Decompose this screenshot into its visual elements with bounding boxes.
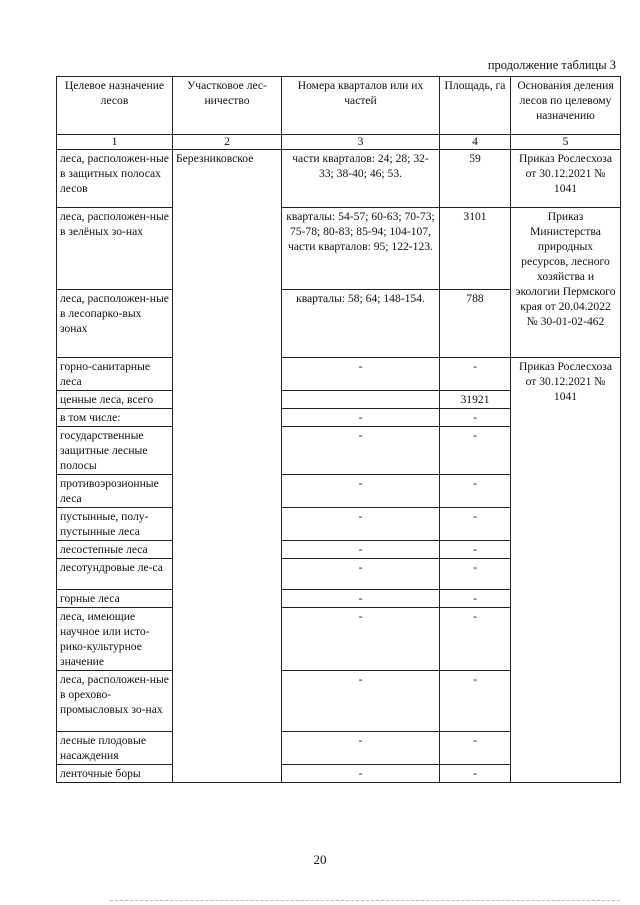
- area-cell: -: [440, 427, 511, 475]
- purpose-cell: государственные защитные лесные полосы: [57, 427, 173, 475]
- scan-edge-line: [110, 900, 620, 901]
- quarters-cell: -: [282, 508, 440, 541]
- basis-cell: Приказ Министерства природных ресурсов, лесного хозяйства и экологии Пермского края от 20.04.2022 № 30-01-02-462: [511, 208, 621, 358]
- quarters-cell: -: [282, 671, 440, 732]
- quarters-cell: -: [282, 732, 440, 765]
- colnum: 3: [282, 135, 440, 150]
- quarters-cell: кварталы: 54-57; 60-63; 70-73; 75-78; 80-83; 85-94; 104-107, части кварталов: 95; 122-123.: [282, 208, 440, 290]
- area-cell: -: [440, 475, 511, 508]
- quarters-cell: -: [282, 409, 440, 427]
- area-cell: -: [440, 671, 511, 732]
- quarters-cell: -: [282, 608, 440, 671]
- header-district: Участковое лес-ничество: [173, 77, 282, 135]
- page-number: 20: [313, 852, 327, 867]
- basis-cell: Приказ Рослесхоза от 30.12.2021 № 1041: [511, 358, 621, 783]
- colnum: 5: [511, 135, 621, 150]
- area-cell: -: [440, 541, 511, 559]
- colnum: 2: [173, 135, 282, 150]
- quarters-cell: части кварталов: 24; 28; 32-33; 38-40; 46; 53.: [282, 150, 440, 208]
- purpose-cell: пустынные, полу-пустынные леса: [57, 508, 173, 541]
- area-cell: 59: [440, 150, 511, 208]
- area-cell: 3101: [440, 208, 511, 290]
- table-row: [57, 358, 621, 391]
- area-cell: -: [440, 508, 511, 541]
- header-basis: Основания деления лесов по целевому назначению: [511, 77, 621, 135]
- area-cell: -: [440, 608, 511, 671]
- quarters-cell: -: [282, 475, 440, 508]
- purpose-cell: горно-санитарные леса: [57, 358, 173, 391]
- area-cell: -: [440, 559, 511, 590]
- purpose-cell: леса, расположен-ные в орехово-промысловых зо-нах: [57, 671, 173, 732]
- header-purpose: Целевое назначение лесов: [57, 77, 173, 135]
- column-number-row: [57, 135, 621, 150]
- table-row: [57, 208, 621, 290]
- quarters-cell: -: [282, 590, 440, 608]
- quarters-cell: [282, 391, 440, 409]
- forest-purpose-table: [56, 76, 621, 783]
- header-row: [57, 77, 621, 135]
- header-area: Площадь, га: [440, 77, 511, 135]
- area-cell: -: [440, 590, 511, 608]
- colnum: 4: [440, 135, 511, 150]
- header-quarters: Номера кварталов или их частей: [282, 77, 440, 135]
- purpose-cell: горные леса: [57, 590, 173, 608]
- area-cell: -: [440, 732, 511, 765]
- colnum: 1: [57, 135, 173, 150]
- quarters-cell: кварталы: 58; 64; 148-154.: [282, 290, 440, 358]
- quarters-cell: -: [282, 358, 440, 391]
- quarters-cell: -: [282, 765, 440, 783]
- basis-cell: Приказ Рослесхоза от 30.12.2021 № 1041: [511, 150, 621, 208]
- area-cell: -: [440, 765, 511, 783]
- area-cell: 31921: [440, 391, 511, 409]
- area-cell: -: [440, 409, 511, 427]
- purpose-cell: леса, расположен-ные в лесопарко-вых зонах: [57, 290, 173, 358]
- purpose-cell: лесные плодовые насаждения: [57, 732, 173, 765]
- quarters-cell: -: [282, 427, 440, 475]
- purpose-cell: лесостепные леса: [57, 541, 173, 559]
- district-cell: Березниковское: [173, 150, 282, 783]
- purpose-cell: леса, расположен-ные в защитных полосах лесов: [57, 150, 173, 208]
- area-cell: 788: [440, 290, 511, 358]
- area-cell: -: [440, 358, 511, 391]
- purpose-cell: ленточные боры: [57, 765, 173, 783]
- quarters-cell: -: [282, 541, 440, 559]
- table-continuation-caption: продолжение таблицы 3: [487, 58, 616, 72]
- purpose-cell: леса, расположен-ные в зелёных зо-нах: [57, 208, 173, 290]
- purpose-cell: противоэрозионные леса: [57, 475, 173, 508]
- purpose-cell: леса, имеющие научное или исто-рико-культурное значение: [57, 608, 173, 671]
- table-row: [57, 150, 621, 208]
- quarters-cell: -: [282, 559, 440, 590]
- purpose-cell: лесотундровые ле-са: [57, 559, 173, 590]
- purpose-cell: в том числе:: [57, 409, 173, 427]
- purpose-cell: ценные леса, всего: [57, 391, 173, 409]
